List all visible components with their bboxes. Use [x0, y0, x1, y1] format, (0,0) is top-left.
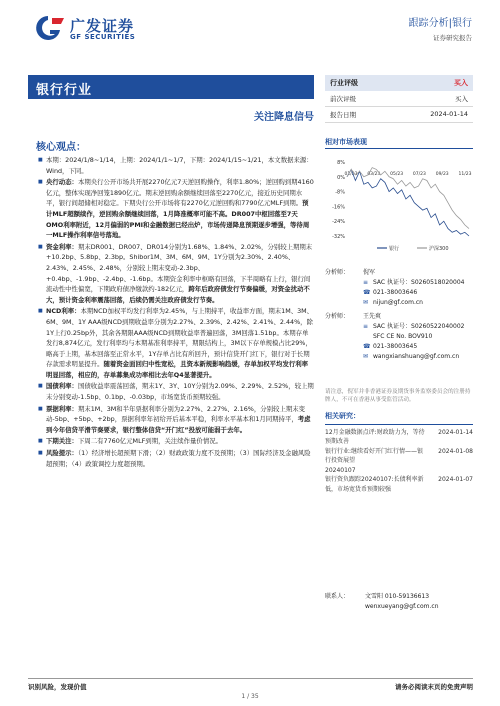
- analyst-detail-text: SFC CE No. BOV910: [373, 333, 433, 340]
- core-view-text: 本期NCD加权平均发行利率为2.45%，与上期持平，收益率方面，期末1M、3M、6M、9M、1Y AAA级NCD到期收益率分别为2.27%、2.39%、2.42%、2.41%、2.44%，除1Y上行0.25bp外，其余各期限AAA级NCD到期收益率普遍回落，3M回落1.51bp。本期存单发行8,874亿元，发行利率均与本期基准利率持平，期限结构上，3M以下存单规模占比29%，略高于上期，基本回落至正常水平，1Y存单占比有所回升，预计信贷开门红下，银行对于长期存款需求明显提升。: [46, 307, 314, 369]
- analyst-detail-row: [325, 298, 473, 308]
- analyst-name: 王先爽: [363, 313, 382, 320]
- report-header-right: [409, 14, 472, 42]
- rating-details: [325, 91, 473, 123]
- contact-name: 文雪阳 010-59136613: [365, 593, 430, 600]
- analyst-detail-text: nijun@gf.com.cn: [373, 299, 423, 306]
- core-view-text: 国债收益率震荡回落，期末1Y、3Y、10Y分别为2.09%、2.29%、2.52%，较上期末分别变动-1.5bp、0.1bp、-0.03bp，市场宽货币预期较强。: [46, 382, 314, 402]
- x-tick-label: 05/23: [390, 171, 404, 177]
- contact-block: [325, 592, 473, 612]
- analyst-detail-icon: ✉: [363, 353, 369, 360]
- core-view-lead: 资金利率：: [46, 242, 78, 251]
- core-view-lead: 风险提示：: [46, 449, 78, 458]
- report-title: 关注降息信号: [254, 112, 314, 123]
- related-report-date: 2024-01-14: [438, 428, 473, 436]
- core-view-text: 期末DR001、DR007、DR014分别为1.68%、1.84%、2.02%，分别较上期期末+10.2bp、5.8bp、2.3bp。Shibor1M、3M、6M、9M、1Y分别为2.30%、2.40%、2.43%、2.45%、2.48%，分别较上期末变动-2.3bp、+0.4bp、-1.9bp、-2.4bp、-1.6bp。本期资金利率中枢略有回落，下半周略有上行，银行间流动性中性偏宽，下期政府债净缴款约-182亿元，: [46, 242, 313, 294]
- related-report-link[interactable]: [325, 466, 473, 476]
- core-view-text: （1）经济增长超预期下滑；（2）财政政策力度不及预期；（3）国际经济及金融风险超预期；（4）政策调控力度超预期。: [46, 449, 311, 468]
- related-report-title: 银行资负跟踪20240107:长债利率新低，市场宽货币预期较强: [325, 476, 424, 493]
- page-footer: [28, 678, 473, 691]
- gf-logo-mark: [28, 14, 68, 42]
- related-report-title: 12月金融数据点评:财政助力为，等待预期改善: [325, 428, 425, 445]
- core-view-emphasis: 预计MLF超额续作，逆回购余额继续回落，1月降准概率可能不高。DR007中枢回落至7天OMO利率附近，12月偏弱的PMI和金融数据已经出炉，市场传递降息预期逐步增强，等待周一MLF操作利率信号落地。: [46, 199, 310, 240]
- x-tick-label: 01/23: [344, 171, 358, 177]
- rating-value: 买入: [454, 79, 468, 87]
- contact-email: wenxueyang@gf.com.cn: [365, 603, 439, 610]
- x-tick-label: 11/23: [458, 171, 472, 177]
- analyst-detail-text: 021-38003645: [373, 343, 418, 350]
- y-tick-label: -8%: [335, 189, 345, 196]
- core-view-item: [38, 448, 314, 469]
- core-view-item: [38, 155, 314, 176]
- x-tick-label: 09/23: [435, 171, 449, 177]
- analyst-detail-text: 021-38003646: [373, 289, 418, 296]
- related-research: [325, 412, 473, 494]
- analyst-note: 请注意，倪军并非香港证券及期货事务监察委员会的注册持牌人，不可在香港从事受监管活动。: [325, 389, 471, 403]
- analyst-name-row: [325, 312, 473, 322]
- analyst-detail-row: [325, 332, 473, 342]
- related-report-title: 银行行业:继续看好开门红行情——银行投资展望: [325, 447, 424, 464]
- prev-rating-row: [325, 91, 473, 107]
- core-view-item: [38, 404, 314, 436]
- analyst-name-row: [325, 268, 473, 278]
- y-tick-label: 0%: [337, 174, 345, 181]
- footer-right: 请务必阅读末页的免责声明: [395, 683, 473, 691]
- core-view-text: 本期央行公开市场共开展2270亿元7天逆回购操作，利率1.80%；逆回购到期4160亿元，整体实现净回笼1890亿元。期末逆回购余额继续回落至2270亿元，接近历史同期水平，银行间超储相对稳定。下期央行公开市场将有2270亿元逆回购和7790亿元MLF到期。: [46, 178, 314, 208]
- core-view-lead: 票据利率：: [46, 404, 78, 413]
- core-view-item: [38, 177, 314, 241]
- analyst-block: [325, 268, 473, 362]
- related-report-link[interactable]: [325, 475, 473, 494]
- related-report-title: 20240107: [325, 466, 356, 474]
- related-report-date: 2024-01-08: [438, 447, 473, 455]
- core-view-emphasis: 随着资金面回归中性宽松，且资本新规影响趋缓，存单加权平均发行利率明显回落，相应的，存单募集成功率相比去年Q4显著提升。: [46, 360, 309, 379]
- analyst-detail-text: SAC 执证号：S0260522040002: [373, 323, 465, 330]
- analyst-detail-text: wangxianshuang@gf.com.cn: [373, 353, 460, 360]
- analyst-detail-row: [325, 288, 473, 298]
- analyst-detail-icon: ≡: [363, 279, 369, 286]
- core-view-item: [38, 381, 314, 402]
- core-view-text: 下周二有7760亿元MLF到期，关注续作量价情况。: [77, 437, 222, 446]
- industry-band: 银行行业: [28, 75, 314, 99]
- report-sub: 证券研究报告: [433, 34, 472, 42]
- prev-rating-label: 前次评级: [330, 95, 356, 103]
- related-report-link[interactable]: [325, 447, 473, 466]
- rating-header: [325, 75, 473, 91]
- y-tick-label: -32%: [332, 234, 345, 240]
- legend-label: 沪深300: [429, 246, 449, 252]
- contact-label: 联系人：: [325, 593, 350, 600]
- analyst-detail-row: [325, 278, 473, 288]
- analyst-detail-row: [325, 342, 473, 352]
- report-date-row: [325, 107, 473, 123]
- core-view-text: 期末1M、3M和半年票据利率分别为2.27%、2.27%、2.16%，分别较上期末变动-5bp、+5bp、+2bp，票据利率年初给开后基本平稳，利率水平基本和1月同期持平，: [46, 404, 306, 424]
- series-line-沪深300: [344, 168, 469, 229]
- related-report-date: 2024-01-07: [438, 476, 473, 483]
- core-view-emphasis: 跨年后政府债发行节奏偏缓，对资金扰动不大，预计资金利率震荡回落，后续仍需关注政府债发行节奏。: [46, 285, 310, 304]
- x-tick-label: 03/23: [367, 171, 381, 177]
- analyst-name: 倪军: [363, 269, 376, 276]
- core-view-lead: NCD利率：: [46, 307, 81, 316]
- footer-left: 识别风险，发现价值: [28, 683, 87, 691]
- x-tick-label: 07/23: [412, 171, 426, 177]
- analyst-label: 分析师：: [325, 269, 350, 276]
- logo-text-en: GF SECURITIES: [70, 33, 136, 41]
- rating-label: 行业评级: [330, 79, 358, 87]
- prev-rating-value: 买入: [455, 95, 468, 103]
- chart-section-title: 相对市场表现: [325, 138, 367, 146]
- core-view-item: [38, 242, 314, 306]
- analyst-label: 分析师：: [325, 313, 350, 320]
- report-type: 跟踪分析|银行: [408, 18, 472, 29]
- core-views-list: [38, 155, 314, 470]
- relative-performance-chart: [325, 156, 473, 256]
- analyst-detail-icon: ☎: [363, 289, 371, 296]
- core-view-lead: 央行动态：: [46, 178, 78, 187]
- analyst-detail-text: SAC 执证号：S0260518020004: [373, 279, 465, 286]
- core-views-heading: 核心观点：: [36, 142, 86, 153]
- report-date-value: 2024-01-14: [430, 110, 468, 118]
- series-line-银行: [344, 169, 469, 236]
- y-tick-label: 8%: [337, 160, 345, 166]
- y-tick-label: -24%: [332, 219, 345, 226]
- logo-text-cn: 广发证券: [70, 17, 135, 35]
- core-view-item: [38, 306, 314, 380]
- core-view-lead: 下期关注：: [46, 437, 78, 446]
- analyst-detail-icon: ✉: [363, 299, 369, 306]
- analyst-detail-row: [325, 322, 473, 332]
- core-view-emphasis: 考虑到今年信贷平滑节奏要求，银行整体信贷“开门红”投放可能弱于去年。: [46, 415, 311, 434]
- core-view-item: [38, 436, 314, 447]
- core-view-text: 本期：2024/1/8~1/14，上期：2024/1/1~1/7，下期：2024/1/15~1/21，本文数据来源：Wind，下同。: [46, 156, 313, 175]
- analyst-detail-icon: [363, 332, 373, 342]
- related-report-link[interactable]: [325, 428, 473, 447]
- core-view-lead: 国债利率：: [46, 382, 78, 391]
- analyst-detail-row: [325, 352, 473, 362]
- page-number: 1 / 35: [241, 693, 259, 700]
- analyst-detail-icon: ≡: [363, 323, 369, 330]
- legend-label: 银行: [389, 246, 400, 252]
- y-tick-label: -16%: [332, 204, 345, 211]
- report-date-label: 报告日期: [330, 111, 356, 119]
- related-title: 相关研究：: [325, 412, 360, 420]
- analyst-detail-icon: ☎: [363, 343, 371, 350]
